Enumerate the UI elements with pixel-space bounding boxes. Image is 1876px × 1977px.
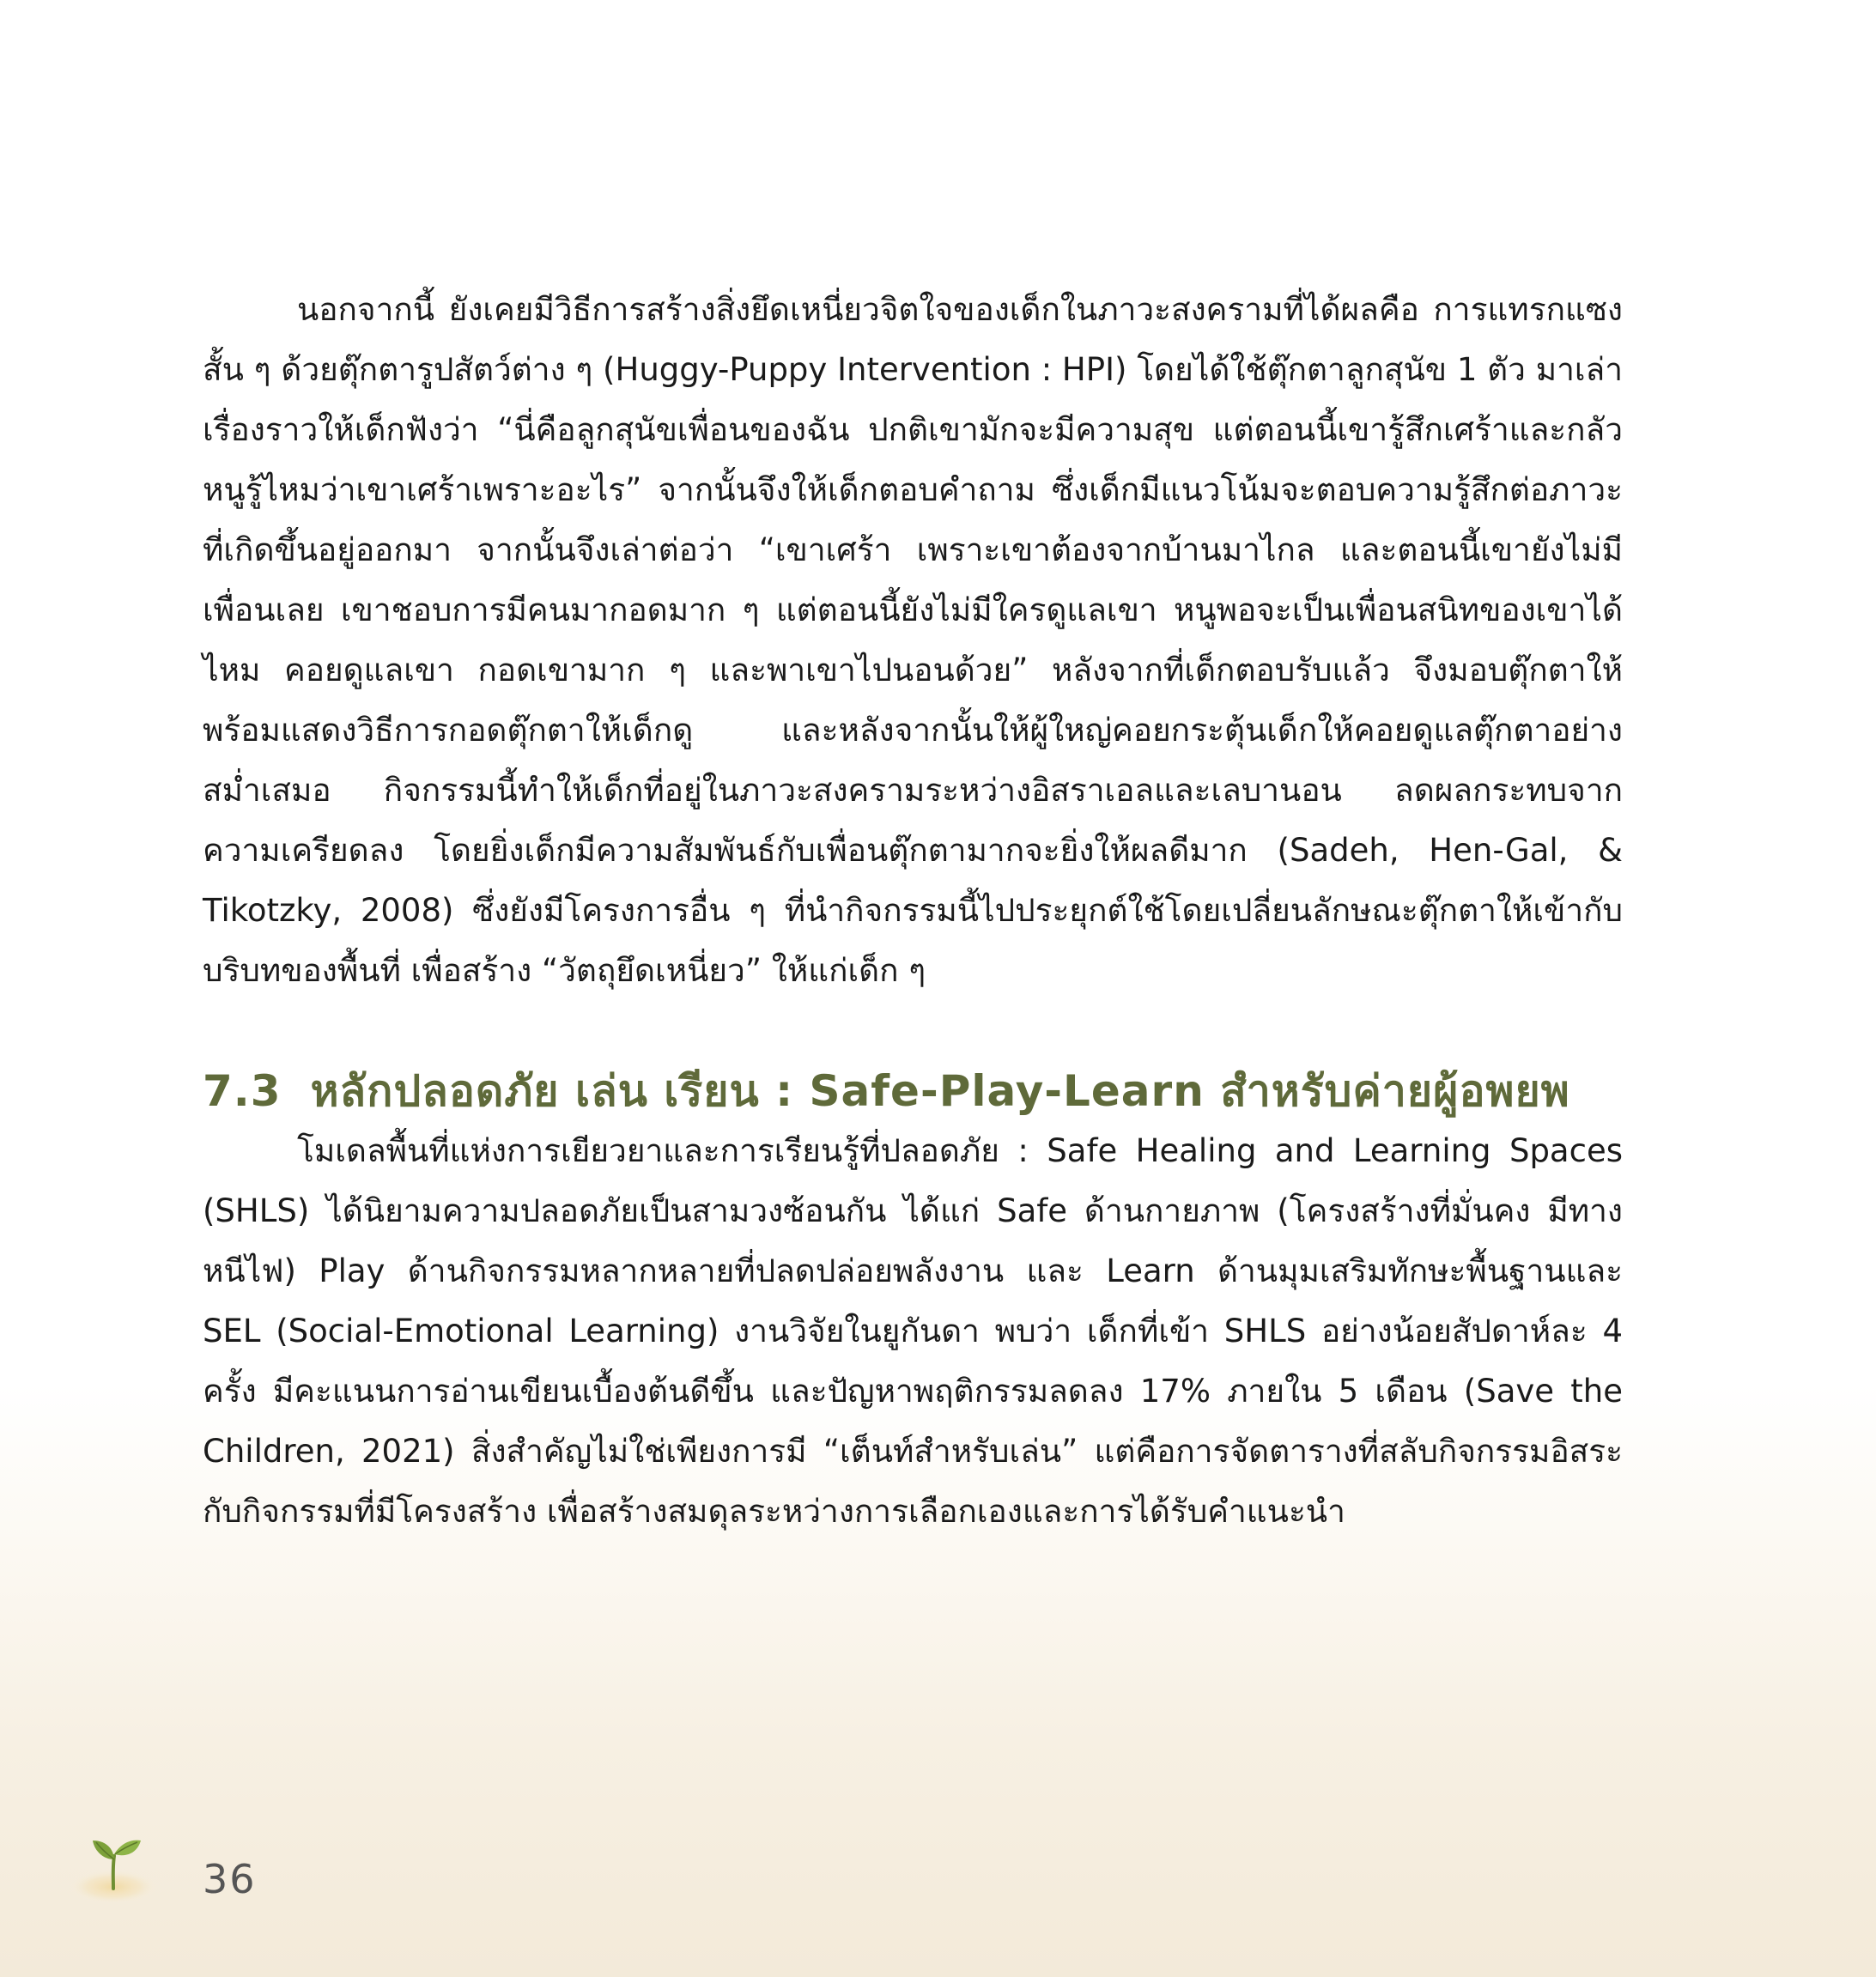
section-heading [203,1058,1623,1125]
page-number: 36 [203,1856,257,1902]
body-paragraph-shls: โมเดลพื้นที่แห่งการเยียวยาและการเรียนรู้ที่ปลอดภัย : Safe Healing and Learning Spaces (SHLS) ได้นิยามความปลอดภัยเป็นสามวงซ้อนกัน ได้แก่ Safe ด้านกายภาพ (โครงสร้างที่มั่นคง มีทางหนีไฟ) Play ด้านกิจกรรมหลากหลายที่ปลดปล่อยพลังงาน และ Learn ด้านมุมเสริมทักษะพื้นฐานและ SEL (Social-Emotional Learning) งานวิจัยในยูกันดา พบว่า เด็กที่เข้า SHLS อย่างน้อยสัปดาห์ละ 4 ครั้ง มีคะแนนการอ่านเขียนเบื้องต้นดีขึ้น และปัญหาพฤติกรรมลดลง 17% ภายใน 5 เดือน (Save the Children, 2021) สิ่งสำคัญไม่ใช่เพียงการมี “เต็นท์สำหรับเล่น” แต่คือการจัดตารางที่สลับกิจกรรมอิสระกับกิจกรรมที่มีโครงสร้าง เพื่อสร้างสมดุลระหว่างการเลือกเองและการได้รับคำแนะนำ [203,1132,1623,1530]
section-title: หลักปลอดภัย เล่น เรียน : Safe-Play-Learn สำหรับค่ายผู้อพยพ [310,1066,1570,1116]
sprout-icon [60,1811,163,1914]
section-number: 7.3 [203,1066,282,1116]
body-paragraph-huggy-puppy: นอกจากนี้ ยังเคยมีวิธีการสร้างสิ่งยึดเหนี่ยวจิตใจของเด็กในภาวะสงครามที่ได้ผลคือ การแทรกแซงสั้น ๆ ด้วยตุ๊กตารูปสัตว์ต่าง ๆ (Huggy-Puppy Intervention : HPI) โดยได้ใช้ตุ๊กตาลูกสุนัข 1 ตัว มาเล่าเรื่องราวให้เด็กฟังว่า “นี่คือลูกสุนัขเพื่อนของฉัน ปกติเขามักจะมีความสุข แต่ตอนนี้เขารู้สึกเศร้าและกลัว หนูรู้ไหมว่าเขาเศร้าเพราะอะไร” จากนั้นจึงให้เด็กตอบคำถาม ซึ่งเด็กมีแนวโน้มจะตอบความรู้สึกต่อภาวะที่เกิดขึ้นอยู่ออกมา จากนั้นจึงเล่าต่อว่า “เขาเศร้า เพราะเขาต้องจากบ้านมาไกล และตอนนี้เขายังไม่มีเพื่อนเลย เขาชอบการมีคนมากอดมาก ๆ แต่ตอนนี้ยังไม่มีใครดูแลเขา หนูพอจะเป็นเพื่อนสนิทของเขาได้ไหม คอยดูแลเขา กอดเขามาก ๆ และพาเขาไปนอนด้วย” หลังจากที่เด็กตอบรับแล้ว จึงมอบตุ๊กตาให้ พร้อมแสดงวิธีการกอดตุ๊กตาให้เด็กดู และหลังจากนั้นให้ผู้ใหญ่คอยกระตุ้นเด็กให้คอยดูแลตุ๊กตาอย่างสม่ำเสมอ กิจกรรมนี้ทำให้เด็กที่อยู่ในภาวะสงครามระหว่างอิสราเอลและเลบานอน ลดผลกระทบจากความเครียดลง โดยยิ่งเด็กมีความสัมพันธ์กับเพื่อนตุ๊กตามากจะยิ่งให้ผลดีมาก (Sadeh, Hen-Gal, & Tikotzky, 2008) ซึ่งยังมีโครงการอื่น ๆ ที่นำกิจกรรมนี้ไปประยุกต์ใช้โดยเปลี่ยนลักษณะตุ๊กตาให้เข้ากับบริบทของพื้นที่ เพื่อสร้าง “วัตถุยึดเหนี่ยว” ให้แก่เด็ก ๆ [203,291,1623,989]
